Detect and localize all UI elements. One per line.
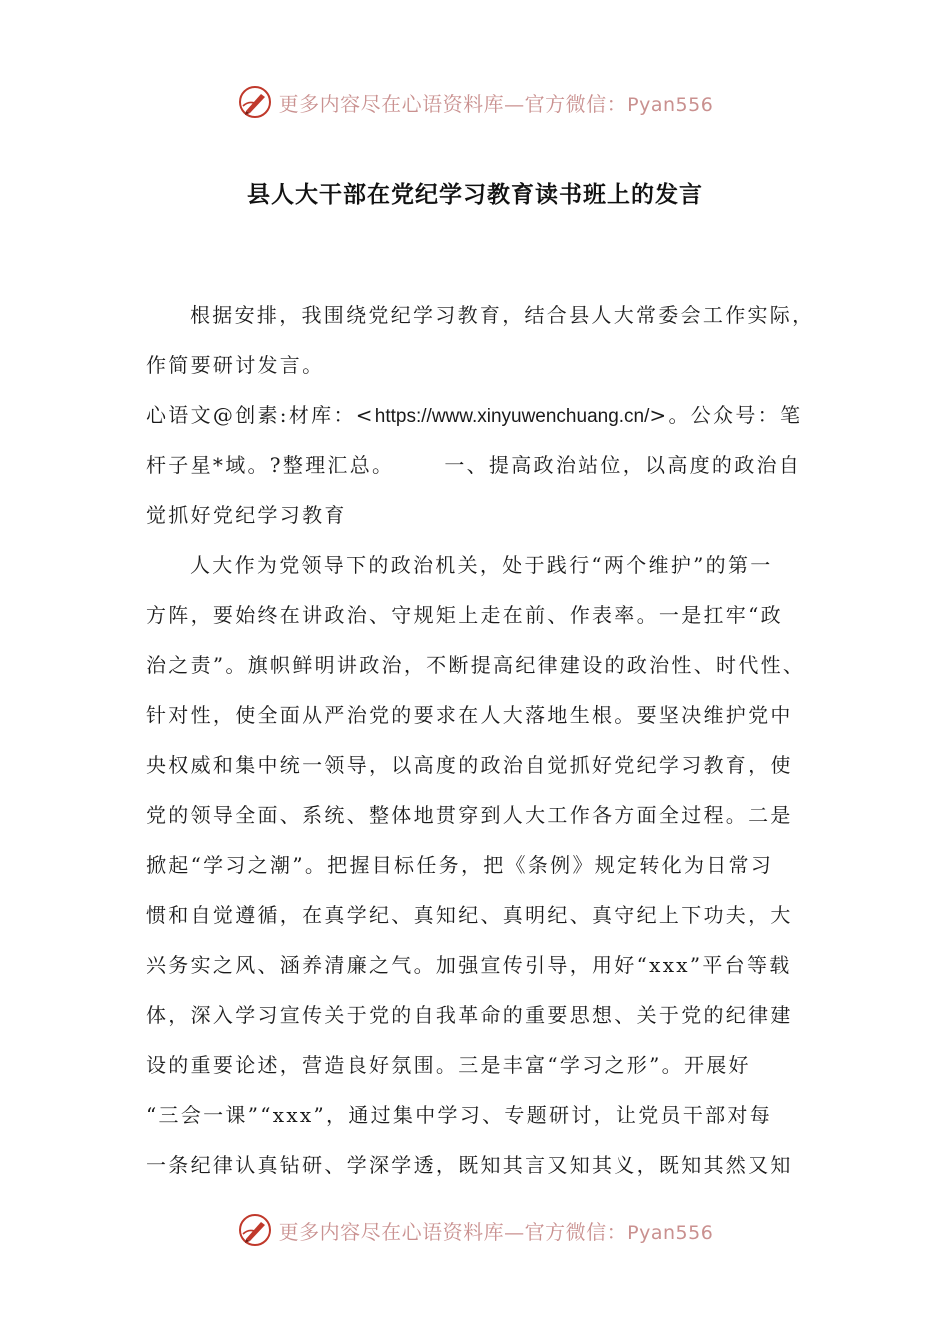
footer-banner — [0, 1208, 950, 1252]
document-title: 县人大干部在党纪学习教育读书班上的发言 — [247, 181, 703, 208]
paragraph-line: 方阵，要始终在讲政治、守规矩上走在前、作表率。一是扛牢“政 — [146, 603, 783, 627]
section-heading: 一、提高政治站位，以高度的政治自 — [444, 453, 802, 477]
paragraph-line: “三会一课”“xxx”，通过集中学习、专题研讨，让党员干部对每 — [146, 1103, 773, 1127]
paragraph-line: 一条纪律认真钻研、学深学透，既知其言又知其义，既知其然又知 — [146, 1153, 793, 1177]
pen-logo-icon — [237, 1212, 273, 1248]
paragraph-line: 央权威和集中统一领导，以高度的政治自觉抓好党纪学习教育，使 — [146, 753, 793, 777]
paragraph-line: 针对性，使全面从严治党的要求在人大落地生根。要坚决维护党中 — [146, 703, 793, 727]
paragraph-line: 作简要研讨发言。 — [146, 353, 325, 377]
header-banner-text: 更多内容尽在心语资料库—官方微信：Pyan556 — [278, 91, 714, 116]
paragraph-line: 惯和自觉遵循，在真学纪、真知纪、真明纪、真守纪上下功夫，大 — [146, 903, 793, 927]
pen-logo-icon — [237, 84, 273, 120]
paragraph-line: 人大作为党领导下的政治机关，处于践行“两个维护”的第一 — [190, 553, 773, 577]
paragraph-line: 兴务实之风、涵养清廉之气。加强宣传引导，用好“xxx”平台等载 — [146, 953, 792, 977]
paragraph-line: 体，深入学习宣传关于党的自我革命的重要思想、关于党的纪律建 — [146, 1003, 793, 1027]
header-banner — [0, 80, 950, 124]
paragraph-line: 心语文@创素:材库：<https://www.xinyuwenchuang.cn/>。公众号：笔 — [146, 403, 803, 427]
paragraph-line: 治之责”。旗帜鲜明讲政治，不断提高纪律建设的政治性、时代性、 — [146, 653, 806, 677]
footer-banner-text: 更多内容尽在心语资料库—官方微信：Pyan556 — [278, 1219, 714, 1244]
paragraph-line: 党的领导全面、系统、整体地贯穿到人大工作各方面全过程。二是 — [146, 803, 793, 827]
paragraph-line: 掀起“学习之潮”。把握目标任务，把《条例》规定转化为日常习 — [146, 853, 774, 877]
paragraph-line: 设的重要论述，营造良好氛围。三是丰富“学习之形”。开展好 — [146, 1053, 751, 1077]
url-text: https://www.xinyuwenchuang.cn/ — [374, 406, 650, 427]
document-body — [146, 290, 816, 1190]
paragraph-line: 杆子星*域。?整理汇总。 一、提高政治站位，以高度的政治自 — [146, 453, 802, 477]
section-heading: 觉抓好党纪学习教育 — [146, 503, 347, 527]
paragraph-line: 根据安排，我围绕党纪学习教育，结合县人大常委会工作实际， — [190, 303, 815, 327]
